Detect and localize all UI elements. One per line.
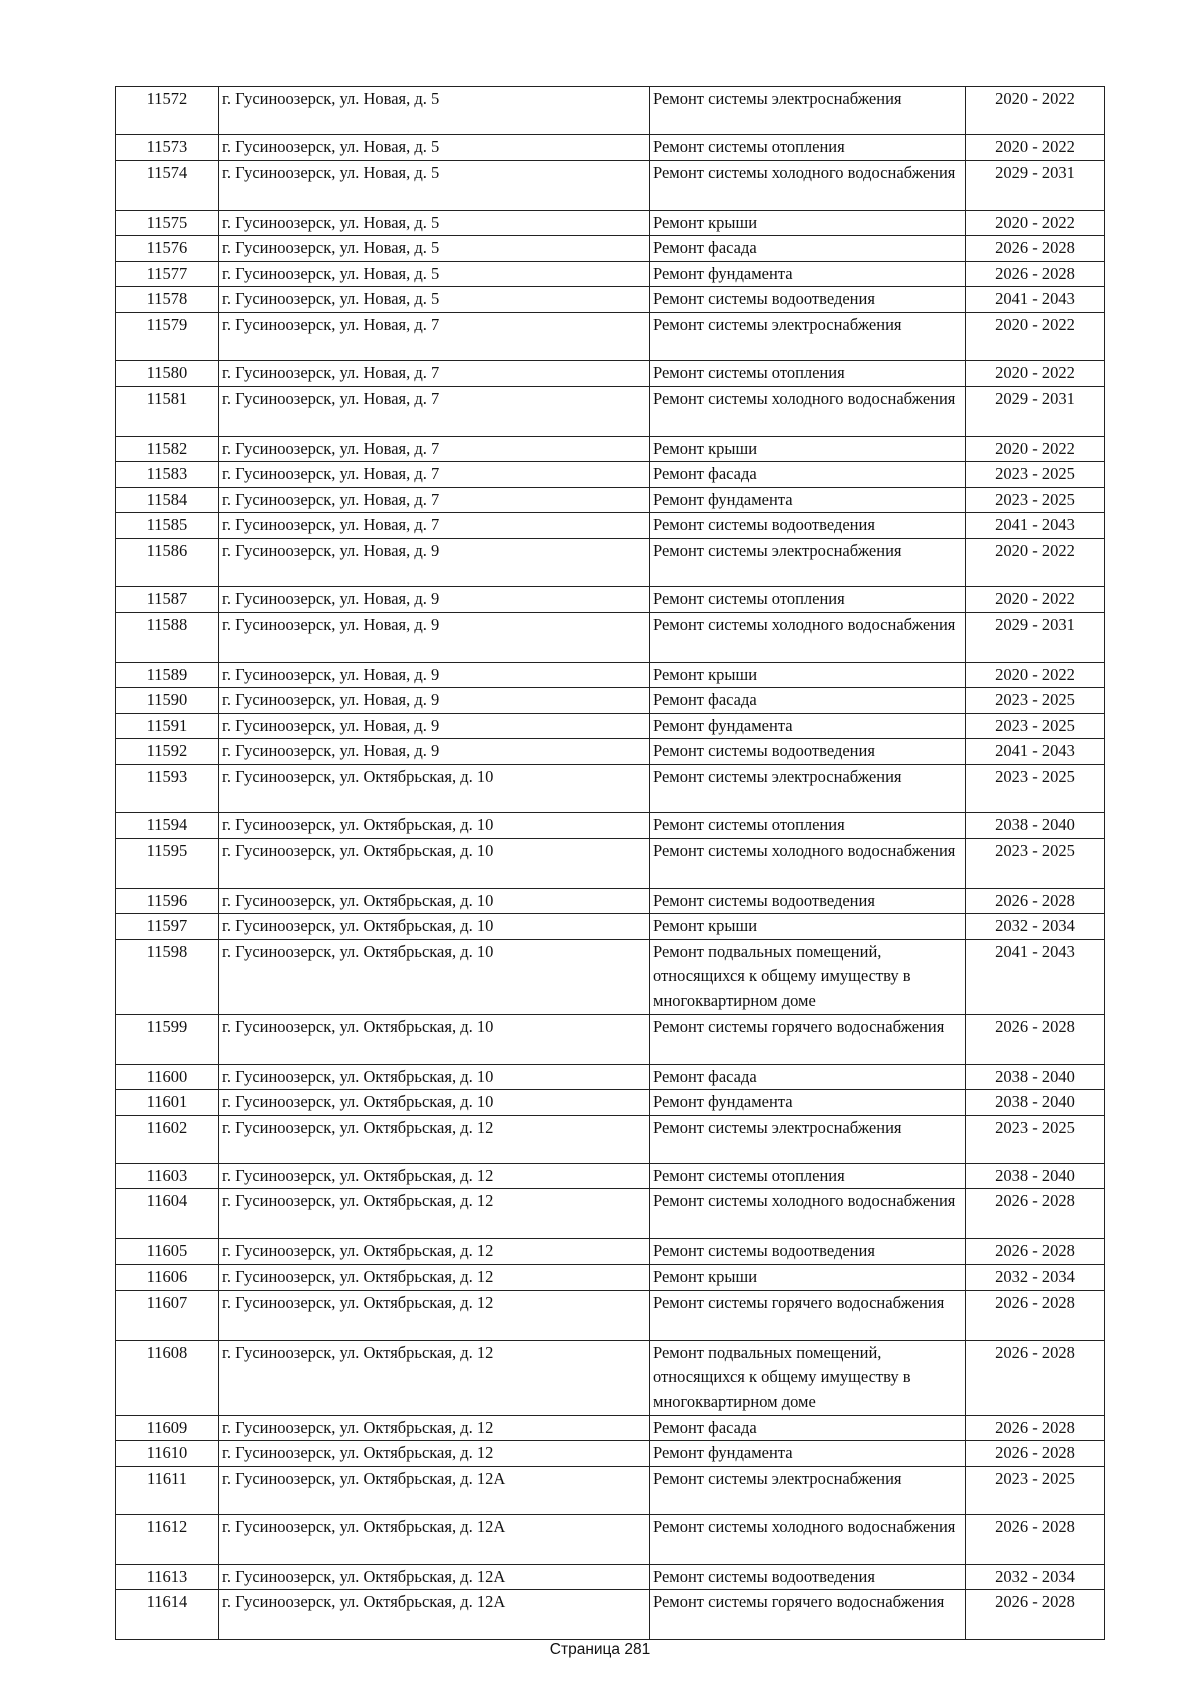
work-type-cell: Ремонт фундамента: [650, 261, 966, 287]
work-type-cell: Ремонт системы электроснабжения: [650, 1466, 966, 1514]
period-cell: 2026 - 2028: [966, 888, 1105, 914]
work-type-cell: Ремонт фундамента: [650, 1441, 966, 1467]
address-cell: г. Гусиноозерск, ул. Октябрьская, д. 10: [219, 914, 650, 940]
row-number-cell: 11584: [116, 487, 219, 513]
row-number-cell: 11603: [116, 1163, 219, 1189]
table-row: [116, 1014, 1105, 1064]
table-row: [116, 1239, 1105, 1265]
row-number-cell: 11598: [116, 939, 219, 1014]
period-cell: 2029 - 2031: [966, 612, 1105, 662]
row-number-cell: 11579: [116, 312, 219, 360]
table-row: [116, 1564, 1105, 1590]
address-cell: г. Гусиноозерск, ул. Октябрьская, д. 10: [219, 1090, 650, 1116]
row-number-cell: 11611: [116, 1466, 219, 1514]
row-number-cell: 11581: [116, 386, 219, 436]
address-cell: г. Гусиноозерск, ул. Октябрьская, д. 12: [219, 1441, 650, 1467]
work-type-cell: Ремонт системы водоотведения: [650, 888, 966, 914]
period-cell: 2020 - 2022: [966, 662, 1105, 688]
work-type-cell: Ремонт системы электроснабжения: [650, 87, 966, 135]
address-cell: г. Гусиноозерск, ул. Новая, д. 9: [219, 538, 650, 586]
address-cell: г. Гусиноозерск, ул. Новая, д. 7: [219, 462, 650, 488]
row-number-cell: 11613: [116, 1564, 219, 1590]
address-cell: г. Гусиноозерск, ул. Новая, д. 5: [219, 287, 650, 313]
period-cell: 2020 - 2022: [966, 586, 1105, 612]
work-type-cell: Ремонт крыши: [650, 1265, 966, 1291]
row-number-cell: 11607: [116, 1290, 219, 1340]
period-cell: 2026 - 2028: [966, 1590, 1105, 1640]
table-row: [116, 764, 1105, 812]
period-cell: 2026 - 2028: [966, 1340, 1105, 1415]
table-row: [116, 1415, 1105, 1441]
work-type-cell: Ремонт системы водоотведения: [650, 513, 966, 539]
row-number-cell: 11574: [116, 160, 219, 210]
row-number-cell: 11595: [116, 838, 219, 888]
work-type-cell: Ремонт фасада: [650, 1064, 966, 1090]
work-type-cell: Ремонт системы холодного водоснабжения: [650, 612, 966, 662]
row-number-cell: 11614: [116, 1590, 219, 1640]
table-row: [116, 888, 1105, 914]
table-row: [116, 1290, 1105, 1340]
address-cell: г. Гусиноозерск, ул. Новая, д. 9: [219, 662, 650, 688]
work-type-cell: Ремонт крыши: [650, 914, 966, 940]
work-type-cell: Ремонт крыши: [650, 662, 966, 688]
table-row: [116, 312, 1105, 360]
row-number-cell: 11583: [116, 462, 219, 488]
period-cell: 2023 - 2025: [966, 713, 1105, 739]
table-row: [116, 1340, 1105, 1415]
address-cell: г. Гусиноозерск, ул. Октябрьская, д. 12: [219, 1265, 650, 1291]
row-number-cell: 11594: [116, 812, 219, 838]
period-cell: 2020 - 2022: [966, 87, 1105, 135]
period-cell: 2032 - 2034: [966, 1564, 1105, 1590]
address-cell: г. Гусиноозерск, ул. Октябрьская, д. 12: [219, 1415, 650, 1441]
table-row: [116, 662, 1105, 688]
work-type-cell: Ремонт системы водоотведения: [650, 1564, 966, 1590]
table-row: [116, 1466, 1105, 1514]
row-number-cell: 11573: [116, 135, 219, 161]
table-row: [116, 713, 1105, 739]
period-cell: 2026 - 2028: [966, 1290, 1105, 1340]
period-cell: 2029 - 2031: [966, 386, 1105, 436]
table-row: [116, 838, 1105, 888]
row-number-cell: 11609: [116, 1415, 219, 1441]
row-number-cell: 11580: [116, 360, 219, 386]
table-row: [116, 160, 1105, 210]
table-row: [116, 487, 1105, 513]
period-cell: 2026 - 2028: [966, 261, 1105, 287]
row-number-cell: 11596: [116, 888, 219, 914]
row-number-cell: 11592: [116, 739, 219, 765]
address-cell: г. Гусиноозерск, ул. Октябрьская, д. 12: [219, 1340, 650, 1415]
period-cell: 2020 - 2022: [966, 312, 1105, 360]
work-type-cell: Ремонт фасада: [650, 688, 966, 714]
period-cell: 2026 - 2028: [966, 1239, 1105, 1265]
address-cell: г. Гусиноозерск, ул. Новая, д. 9: [219, 739, 650, 765]
row-number-cell: 11577: [116, 261, 219, 287]
work-type-cell: Ремонт фасада: [650, 1415, 966, 1441]
row-number-cell: 11600: [116, 1064, 219, 1090]
work-type-cell: Ремонт фасада: [650, 236, 966, 262]
period-cell: 2026 - 2028: [966, 236, 1105, 262]
address-cell: г. Гусиноозерск, ул. Новая, д. 9: [219, 586, 650, 612]
row-number-cell: 11590: [116, 688, 219, 714]
row-number-cell: 11599: [116, 1014, 219, 1064]
table-row: [116, 538, 1105, 586]
work-type-cell: Ремонт крыши: [650, 436, 966, 462]
address-cell: г. Гусиноозерск, ул. Октябрьская, д. 10: [219, 838, 650, 888]
work-type-cell: Ремонт системы холодного водоснабжения: [650, 838, 966, 888]
period-cell: 2026 - 2028: [966, 1189, 1105, 1239]
work-type-cell: Ремонт подвальных помещений, относящихся к общему имуществу в многоквартирном доме: [650, 1340, 966, 1415]
period-cell: 2020 - 2022: [966, 436, 1105, 462]
work-type-cell: Ремонт подвальных помещений, относящихся к общему имуществу в многоквартирном доме: [650, 939, 966, 1014]
table-row: [116, 1189, 1105, 1239]
row-number-cell: 11582: [116, 436, 219, 462]
period-cell: 2023 - 2025: [966, 462, 1105, 488]
work-type-cell: Ремонт системы водоотведения: [650, 739, 966, 765]
work-type-cell: Ремонт фундамента: [650, 1090, 966, 1116]
row-number-cell: 11589: [116, 662, 219, 688]
work-type-cell: Ремонт фундамента: [650, 713, 966, 739]
work-type-cell: Ремонт системы водоотведения: [650, 1239, 966, 1265]
period-cell: 2026 - 2028: [966, 1441, 1105, 1467]
period-cell: 2032 - 2034: [966, 1265, 1105, 1291]
address-cell: г. Гусиноозерск, ул. Октябрьская, д. 12: [219, 1290, 650, 1340]
work-type-cell: Ремонт системы горячего водоснабжения: [650, 1014, 966, 1064]
row-number-cell: 11572: [116, 87, 219, 135]
address-cell: г. Гусиноозерск, ул. Октябрьская, д. 10: [219, 1014, 650, 1064]
table-row: [116, 1265, 1105, 1291]
period-cell: 2041 - 2043: [966, 939, 1105, 1014]
table-row: [116, 1163, 1105, 1189]
address-cell: г. Гусиноозерск, ул. Октябрьская, д. 12А: [219, 1466, 650, 1514]
table-row: [116, 1064, 1105, 1090]
table-row: [116, 812, 1105, 838]
address-cell: г. Гусиноозерск, ул. Октябрьская, д. 10: [219, 888, 650, 914]
period-cell: 2032 - 2034: [966, 914, 1105, 940]
work-type-cell: Ремонт фасада: [650, 462, 966, 488]
address-cell: г. Гусиноозерск, ул. Октябрьская, д. 12А: [219, 1590, 650, 1640]
period-cell: 2038 - 2040: [966, 1090, 1105, 1116]
address-cell: г. Гусиноозерск, ул. Новая, д. 9: [219, 688, 650, 714]
address-cell: г. Гусиноозерск, ул. Новая, д. 9: [219, 713, 650, 739]
work-type-cell: Ремонт системы электроснабжения: [650, 538, 966, 586]
address-cell: г. Гусиноозерск, ул. Новая, д. 7: [219, 360, 650, 386]
period-cell: 2023 - 2025: [966, 838, 1105, 888]
period-cell: 2038 - 2040: [966, 1163, 1105, 1189]
work-type-cell: Ремонт крыши: [650, 210, 966, 236]
address-cell: г. Гусиноозерск, ул. Новая, д. 7: [219, 487, 650, 513]
address-cell: г. Гусиноозерск, ул. Октябрьская, д. 12А: [219, 1514, 650, 1564]
work-type-cell: Ремонт системы отопления: [650, 586, 966, 612]
row-number-cell: 11602: [116, 1115, 219, 1163]
row-number-cell: 11604: [116, 1189, 219, 1239]
period-cell: 2020 - 2022: [966, 538, 1105, 586]
work-type-cell: Ремонт системы холодного водоснабжения: [650, 386, 966, 436]
address-cell: г. Гусиноозерск, ул. Октябрьская, д. 10: [219, 764, 650, 812]
period-cell: 2041 - 2043: [966, 739, 1105, 765]
row-number-cell: 11585: [116, 513, 219, 539]
address-cell: г. Гусиноозерск, ул. Октябрьская, д. 10: [219, 939, 650, 1014]
work-type-cell: Ремонт системы горячего водоснабжения: [650, 1590, 966, 1640]
period-cell: 2038 - 2040: [966, 812, 1105, 838]
work-type-cell: Ремонт системы холодного водоснабжения: [650, 160, 966, 210]
row-number-cell: 11588: [116, 612, 219, 662]
row-number-cell: 11610: [116, 1441, 219, 1467]
address-cell: г. Гусиноозерск, ул. Октябрьская, д. 12: [219, 1163, 650, 1189]
table-row: [116, 287, 1105, 313]
work-type-cell: Ремонт системы электроснабжения: [650, 764, 966, 812]
work-type-cell: Ремонт системы водоотведения: [650, 287, 966, 313]
row-number-cell: 11586: [116, 538, 219, 586]
work-type-cell: Ремонт системы отопления: [650, 1163, 966, 1189]
period-cell: 2026 - 2028: [966, 1415, 1105, 1441]
table-row: [116, 513, 1105, 539]
period-cell: 2029 - 2031: [966, 160, 1105, 210]
row-number-cell: 11591: [116, 713, 219, 739]
period-cell: 2041 - 2043: [966, 513, 1105, 539]
row-number-cell: 11608: [116, 1340, 219, 1415]
work-type-cell: Ремонт системы электроснабжения: [650, 1115, 966, 1163]
period-cell: 2020 - 2022: [966, 135, 1105, 161]
row-number-cell: 11576: [116, 236, 219, 262]
table-row: [116, 1115, 1105, 1163]
table-row: [116, 688, 1105, 714]
period-cell: 2020 - 2022: [966, 360, 1105, 386]
page-number: Страница 281: [549, 1641, 651, 1658]
row-number-cell: 11601: [116, 1090, 219, 1116]
row-number-cell: 11605: [116, 1239, 219, 1265]
row-number-cell: 11578: [116, 287, 219, 313]
period-cell: 2026 - 2028: [966, 1014, 1105, 1064]
row-number-cell: 11587: [116, 586, 219, 612]
table-row: [116, 261, 1105, 287]
table-row: [116, 386, 1105, 436]
row-number-cell: 11597: [116, 914, 219, 940]
table-row: [116, 914, 1105, 940]
address-cell: г. Гусиноозерск, ул. Новая, д. 5: [219, 261, 650, 287]
period-cell: 2020 - 2022: [966, 210, 1105, 236]
address-cell: г. Гусиноозерск, ул. Новая, д. 5: [219, 135, 650, 161]
period-cell: 2038 - 2040: [966, 1064, 1105, 1090]
work-type-cell: Ремонт системы отопления: [650, 812, 966, 838]
table-row: [116, 586, 1105, 612]
works-table: [115, 86, 1105, 1640]
address-cell: г. Гусиноозерск, ул. Новая, д. 7: [219, 386, 650, 436]
table-row: [116, 135, 1105, 161]
address-cell: г. Гусиноозерск, ул. Новая, д. 5: [219, 210, 650, 236]
table-row: [116, 462, 1105, 488]
table-row: [116, 436, 1105, 462]
table-row: [116, 612, 1105, 662]
period-cell: 2023 - 2025: [966, 487, 1105, 513]
address-cell: г. Гусиноозерск, ул. Октябрьская, д. 12: [219, 1115, 650, 1163]
table-row: [116, 236, 1105, 262]
address-cell: г. Гусиноозерск, ул. Октябрьская, д. 10: [219, 812, 650, 838]
work-type-cell: Ремонт системы электроснабжения: [650, 312, 966, 360]
table-row: [116, 210, 1105, 236]
row-number-cell: 11575: [116, 210, 219, 236]
address-cell: г. Гусиноозерск, ул. Новая, д. 7: [219, 436, 650, 462]
address-cell: г. Гусиноозерск, ул. Новая, д. 5: [219, 87, 650, 135]
period-cell: 2023 - 2025: [966, 1115, 1105, 1163]
table-row: [116, 1590, 1105, 1640]
address-cell: г. Гусиноозерск, ул. Новая, д. 7: [219, 312, 650, 360]
address-cell: г. Гусиноозерск, ул. Октябрьская, д. 12А: [219, 1564, 650, 1590]
row-number-cell: 11612: [116, 1514, 219, 1564]
address-cell: г. Гусиноозерск, ул. Новая, д. 9: [219, 612, 650, 662]
period-cell: 2023 - 2025: [966, 1466, 1105, 1514]
work-type-cell: Ремонт системы отопления: [650, 135, 966, 161]
address-cell: г. Гусиноозерск, ул. Новая, д. 7: [219, 513, 650, 539]
table-row: [116, 739, 1105, 765]
address-cell: г. Гусиноозерск, ул. Новая, д. 5: [219, 160, 650, 210]
table-row: [116, 1441, 1105, 1467]
period-cell: 2023 - 2025: [966, 764, 1105, 812]
work-type-cell: Ремонт системы холодного водоснабжения: [650, 1514, 966, 1564]
period-cell: 2041 - 2043: [966, 287, 1105, 313]
table-row: [116, 360, 1105, 386]
row-number-cell: 11593: [116, 764, 219, 812]
work-type-cell: Ремонт системы отопления: [650, 360, 966, 386]
address-cell: г. Гусиноозерск, ул. Октябрьская, д. 12: [219, 1239, 650, 1265]
table-row: [116, 939, 1105, 1014]
period-cell: 2023 - 2025: [966, 688, 1105, 714]
work-type-cell: Ремонт фундамента: [650, 487, 966, 513]
address-cell: г. Гусиноозерск, ул. Октябрьская, д. 12: [219, 1189, 650, 1239]
work-type-cell: Ремонт системы холодного водоснабжения: [650, 1189, 966, 1239]
row-number-cell: 11606: [116, 1265, 219, 1291]
address-cell: г. Гусиноозерск, ул. Новая, д. 5: [219, 236, 650, 262]
work-type-cell: Ремонт системы горячего водоснабжения: [650, 1290, 966, 1340]
period-cell: 2026 - 2028: [966, 1514, 1105, 1564]
table-row: [116, 87, 1105, 135]
table-row: [116, 1090, 1105, 1116]
table-row: [116, 1514, 1105, 1564]
works-table-body: [116, 87, 1105, 1640]
address-cell: г. Гусиноозерск, ул. Октябрьская, д. 10: [219, 1064, 650, 1090]
